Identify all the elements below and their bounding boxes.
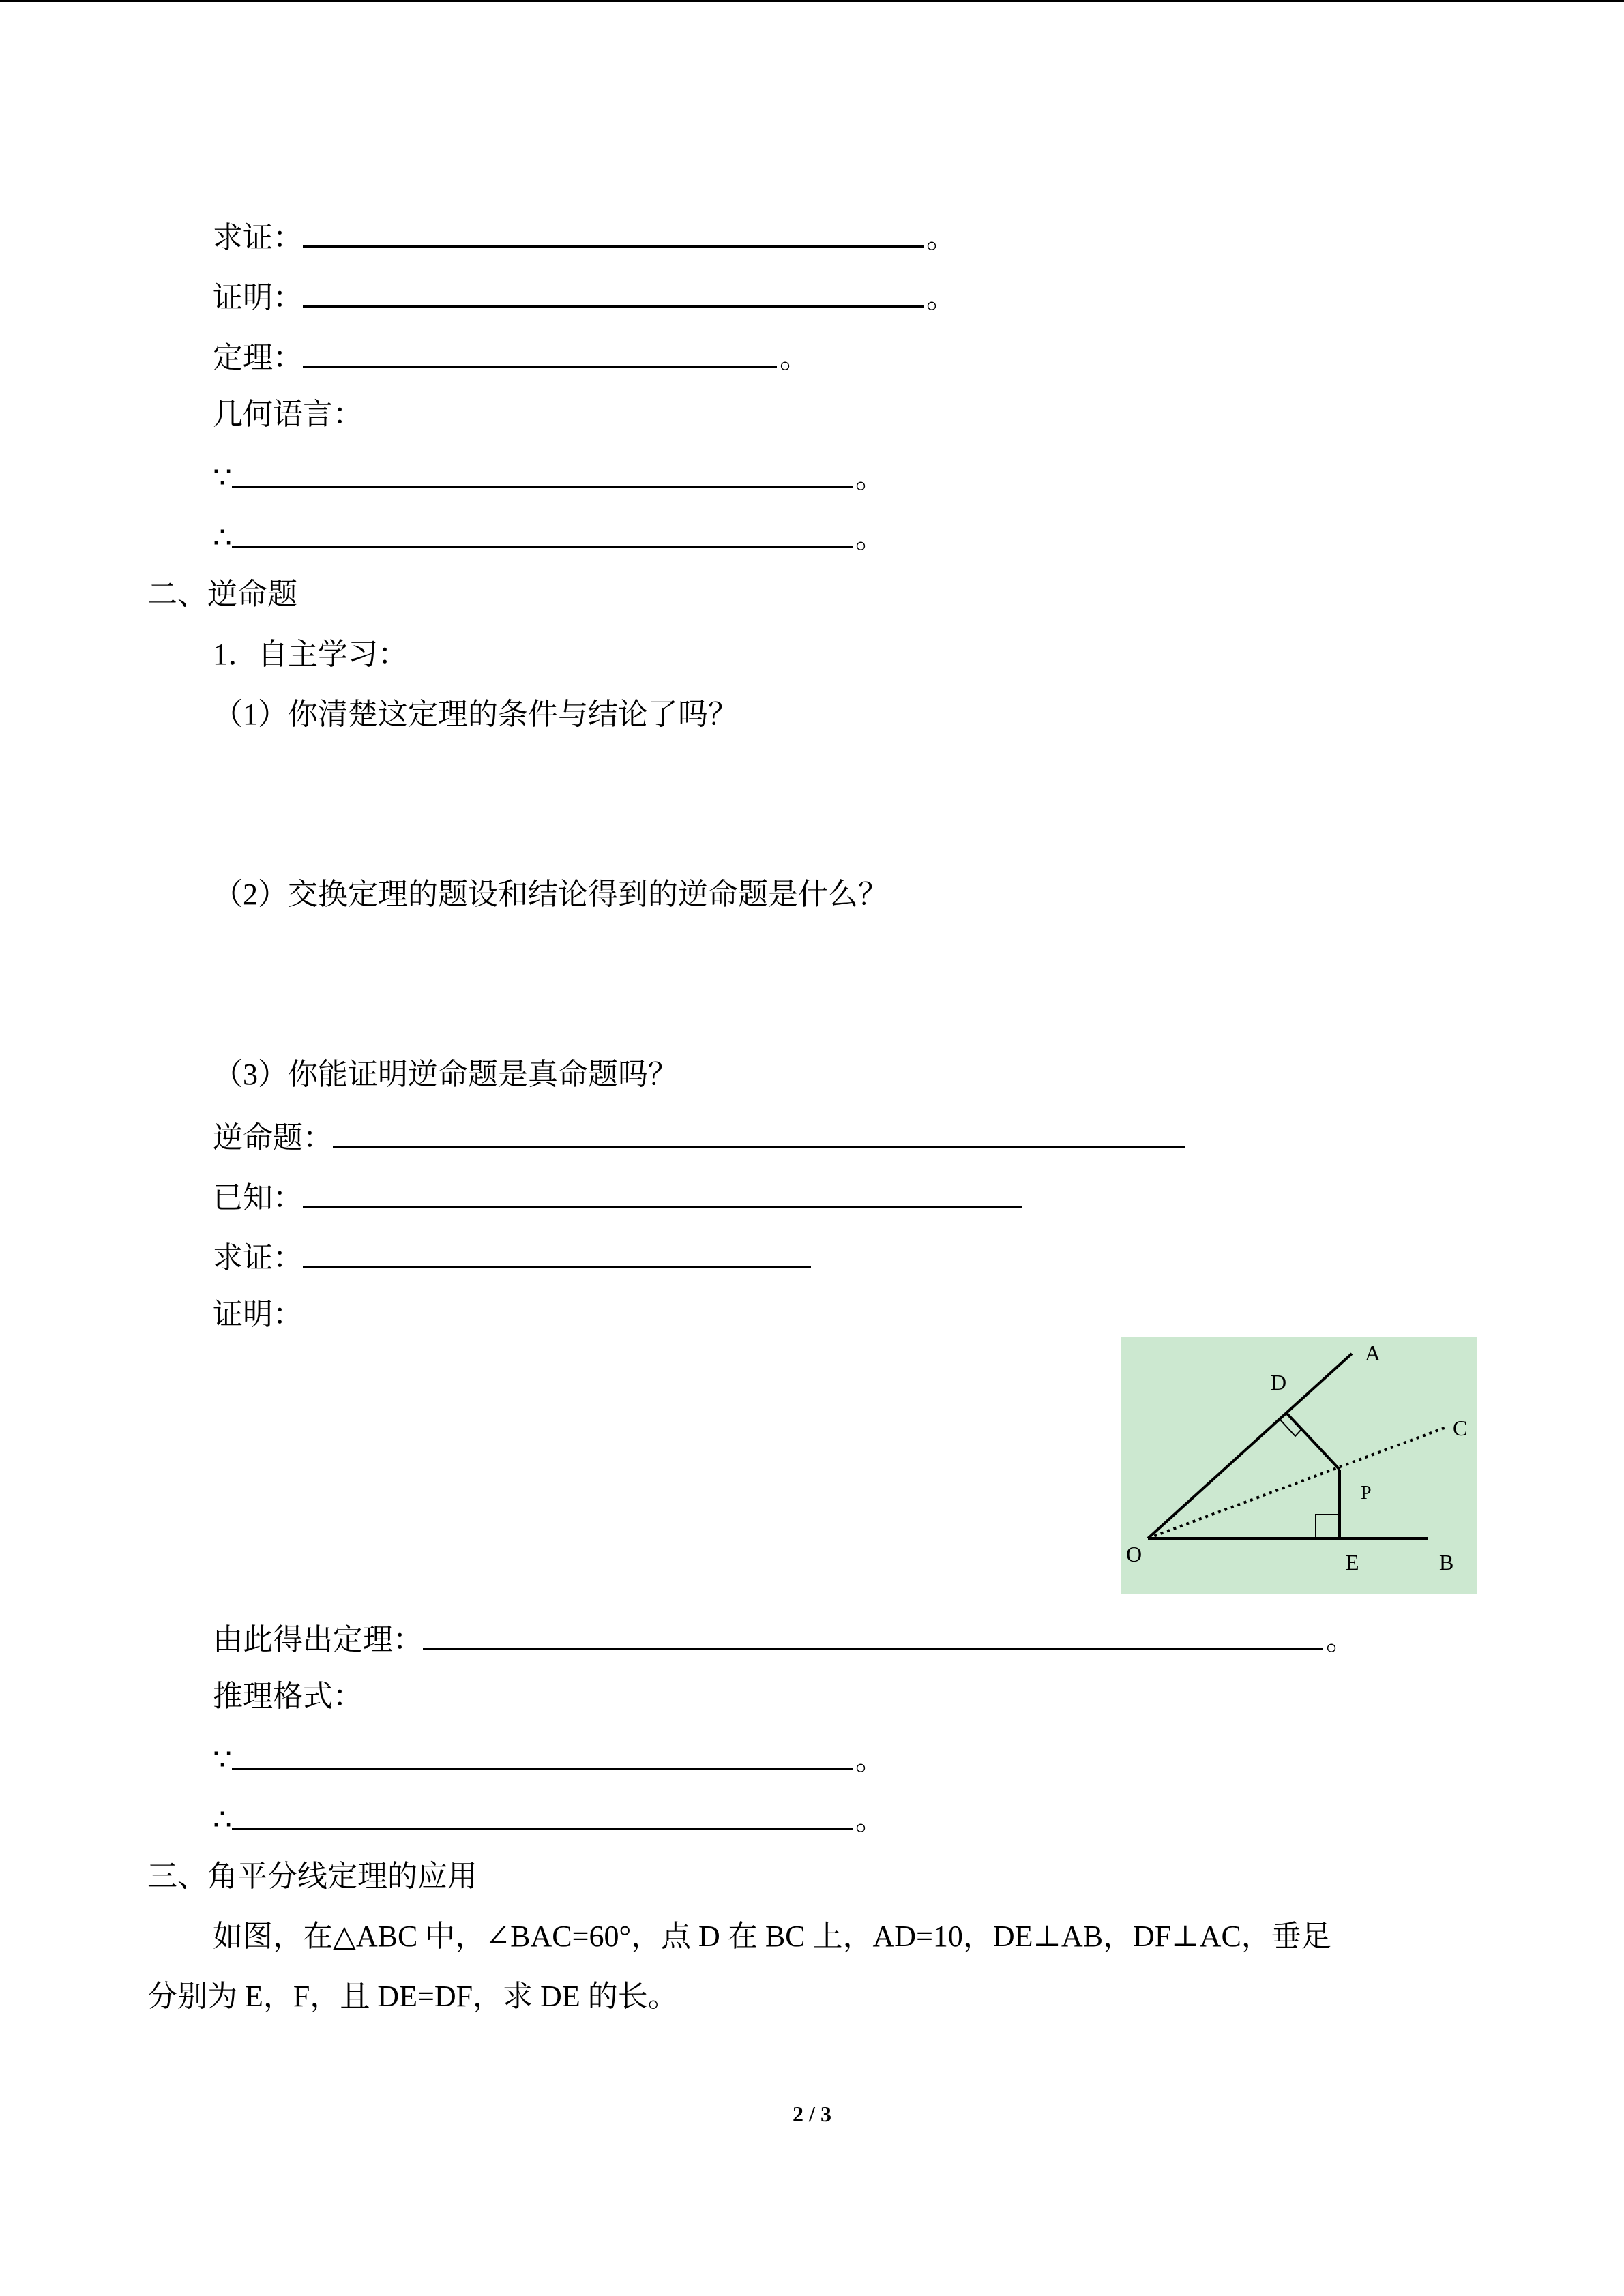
dingli-line: 定理： 。 bbox=[213, 334, 810, 378]
answer-blank[interactable] bbox=[232, 1736, 853, 1770]
section-3-heading: 三、角平分线定理的应用 bbox=[147, 1860, 477, 1893]
youci-label: 由此得出定理： bbox=[213, 1623, 423, 1656]
angle-bisector-figure bbox=[1121, 1337, 1477, 1594]
label-e: E bbox=[1346, 1550, 1359, 1575]
answer-blank[interactable] bbox=[232, 1796, 853, 1830]
segment-pd bbox=[1286, 1413, 1340, 1470]
because-line-2: ∵ 。 bbox=[213, 1736, 885, 1780]
label-p: P bbox=[1361, 1482, 1372, 1504]
because-symbol: ∵ bbox=[213, 461, 232, 494]
label-b: B bbox=[1439, 1550, 1454, 1575]
zhengming-line-2: 证明： bbox=[213, 1298, 303, 1331]
zhengming-line-1: 证明： 。 bbox=[213, 274, 956, 318]
bisector-oc bbox=[1148, 1427, 1448, 1538]
therefore-symbol: ∴ bbox=[213, 1803, 232, 1836]
answer-blank[interactable] bbox=[303, 274, 924, 308]
answer-blank[interactable] bbox=[232, 514, 853, 548]
answer-blank[interactable] bbox=[232, 454, 853, 488]
nimingti-label: 逆命题： bbox=[213, 1121, 333, 1154]
page-number: 2 / 3 bbox=[793, 2102, 831, 2126]
dingli-label: 定理： bbox=[213, 341, 303, 374]
section-2-heading: 二、逆命题 bbox=[147, 578, 297, 611]
ray-oa bbox=[1148, 1354, 1352, 1538]
yizhi-line bbox=[213, 1174, 1022, 1219]
answer-blank[interactable] bbox=[303, 334, 777, 368]
item-1-heading: 1．自主学习： bbox=[213, 638, 408, 671]
therefore-symbol: ∴ bbox=[213, 521, 232, 554]
figure-svg bbox=[1121, 1337, 1477, 1594]
label-c: C bbox=[1453, 1416, 1468, 1440]
top-border bbox=[0, 0, 1624, 2]
yizhi-label: 已知： bbox=[213, 1181, 303, 1214]
label-d: D bbox=[1271, 1370, 1287, 1395]
zhengming-label: 证明： bbox=[213, 281, 303, 314]
problem-line-2: 分别为 E，F，且 DE=DF，求 DE 的长。 bbox=[147, 1980, 678, 2013]
qiuzheng-label: 求证： bbox=[213, 221, 303, 254]
youci-line: 由此得出定理： 。 bbox=[213, 1616, 1356, 1660]
qiuzheng-line-1: 求证： 。 bbox=[213, 214, 956, 258]
label-a: A bbox=[1365, 1341, 1381, 1365]
therefore-line-2: ∴ 。 bbox=[213, 1796, 885, 1840]
question-2: （2）交换定理的题设和结论得到的逆命题是什么？ bbox=[213, 878, 888, 911]
right-angle-mark-e bbox=[1316, 1515, 1340, 1538]
answer-blank[interactable] bbox=[333, 1114, 1185, 1148]
because-symbol: ∵ bbox=[213, 1743, 232, 1776]
answer-blank[interactable] bbox=[303, 214, 924, 248]
qiuzheng-line-2 bbox=[213, 1234, 811, 1279]
label-o: O bbox=[1126, 1542, 1142, 1566]
question-3: （3）你能证明逆命题是真命题吗？ bbox=[213, 1058, 678, 1091]
question-1: （1）你清楚这定理的条件与结论了吗？ bbox=[213, 698, 738, 731]
answer-blank[interactable] bbox=[303, 1174, 1022, 1208]
answer-blank[interactable] bbox=[423, 1616, 1323, 1650]
jihe-yuyan-heading: 几何语言： bbox=[213, 398, 363, 431]
problem-line-1: 如图，在△ABC 中，∠BAC=60°，点 D 在 BC 上，AD=10，DE⊥AB，DF⊥AC，垂足 bbox=[213, 1920, 1331, 1953]
nimingti-line bbox=[213, 1114, 1185, 1159]
qiuzheng-label: 求证： bbox=[213, 1241, 303, 1274]
answer-blank[interactable] bbox=[303, 1234, 811, 1268]
tuili-heading: 推理格式： bbox=[213, 1680, 363, 1713]
because-line-1: ∵ 。 bbox=[213, 454, 885, 498]
therefore-line-1: ∴ 。 bbox=[213, 514, 885, 558]
